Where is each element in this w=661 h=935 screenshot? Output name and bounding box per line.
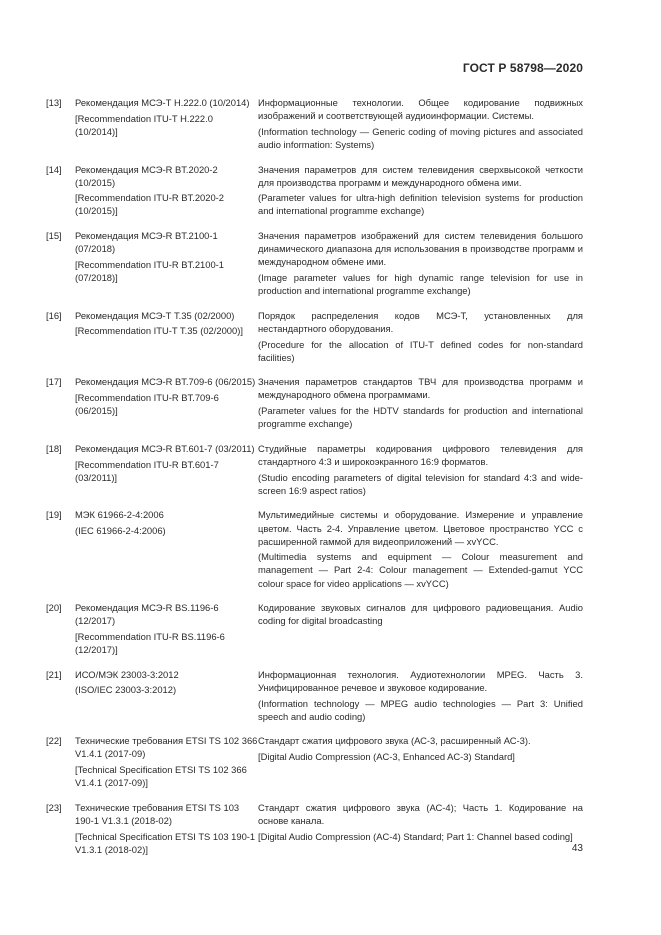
reference-number: [15] — [46, 230, 62, 242]
designation-line: [Recommendation ITU-R BT.601-7 (03/2011)] — [75, 458, 219, 483]
reference-designation — [75, 801, 258, 859]
designation-line: Рекомендация МСЭ-R BT.2100-1 (07/2018) — [75, 230, 218, 255]
reference-title — [258, 375, 583, 433]
reference-title — [258, 801, 583, 859]
title-paragraph: [Digital Audio Compression (AC-3, Enhanced AC-3) Standard] — [258, 751, 515, 763]
designation-line: Технические требования ETSI TS 103 190-1 V1.3.1 (2018-02) — [75, 801, 240, 826]
title-paragraph: Студийные параметры кодирования цифрового телевидения для стандартного 4:3 и широкоэкранного 16:9 форматов. — [258, 442, 583, 467]
designation-line: (ISO/IEC 23003-3:2012) — [75, 684, 177, 696]
title-paragraph: Информационные технологии. Общее кодирование подвижных изображений и соответствующей аудиоинформации. Системы. — [258, 97, 583, 122]
title-paragraph: Мультимедийные системы и оборудование. Измерение и управление цветом. Часть 2-4. Управление цветом. Цветовое пространство YCC с расширенной гаммой для видеоприложений — xvYCC. — [258, 509, 583, 547]
title-paragraph: Порядок распределения кодов МСЭ-Т, установленных для нестандартного оборудования. — [258, 309, 583, 334]
reference-title — [258, 508, 583, 592]
title-paragraph: Кодирование звуковых сигналов для цифрового радиовещания. Audio coding for digital broadcasting — [258, 602, 583, 627]
title-paragraph: (Information technology — Generic coding of moving pictures and associated audio information: Systems) — [258, 125, 583, 150]
designation-line: (IEC 61966-2-4:2006) — [75, 525, 166, 537]
reference-entry — [46, 801, 583, 859]
reference-title — [258, 229, 583, 300]
reference-entry — [46, 601, 583, 659]
title-paragraph: (Procedure for the allocation of ITU-T defined codes for non-standard facilities) — [258, 338, 583, 363]
designation-line: [Recommendation ITU-R BT.2100-1 (07/2018)] — [75, 258, 225, 283]
reference-entry — [46, 442, 583, 500]
reference-designation — [75, 163, 258, 221]
reference-number: [21] — [46, 668, 62, 680]
designation-line: Рекомендация МСЭ-Т H.222.0 (10/2014) — [75, 97, 250, 108]
reference-number: [20] — [46, 602, 62, 614]
designation-line: [Technical Specification ETSI TS 102 366 V1.4.1 (2017-09)] — [75, 764, 247, 789]
page-number: 43 — [571, 843, 583, 854]
title-paragraph: Значения параметров стандартов ТВЧ для производства программ и международного обмена программами. — [258, 376, 583, 401]
reference-number: [17] — [46, 376, 62, 388]
designation-line: [Technical Specification ETSI TS 103 190-1 V1.3.1 (2018-02)] — [75, 830, 256, 855]
designation-line: [Recommendation ITU-R BT.2020-2 (10/2015)] — [75, 192, 225, 217]
reference-designation — [75, 442, 258, 500]
designation-line: ИСО/МЭК 23003-3:2012 — [75, 668, 179, 680]
title-paragraph: (Parameter values for the HDTV standards for production and international programme exchange) — [258, 405, 583, 430]
reference-title — [258, 668, 583, 726]
title-paragraph: Значения параметров изображений для систем телевидения большого динамического диапазона для использования в производстве программ и международном обмене ими. — [258, 230, 583, 268]
designation-line: Рекомендация МСЭ-R BT.601-7 (03/2011) — [75, 442, 255, 454]
title-paragraph: (Parameter values for ultra-high definition television systems for production and international programme exchange) — [258, 192, 583, 217]
designation-line: Рекомендация МСЭ-R BS.1196-6 (12/2017) — [75, 602, 219, 627]
designation-line: Рекомендация МСЭ-R BT.709-6 (06/2015) — [75, 376, 256, 388]
title-paragraph: Информационная технология. Аудиотехнологии MPEG. Часть 3. Унифицированное речевое и звуковое кодирование. — [258, 668, 583, 693]
title-paragraph: (Multimedia systems and equipment — Colour measurement and management — Part 2-4: Colour management — Extended-gamut YCC colour space for video applications — xvYCC) — [258, 551, 583, 589]
designation-line: [Recommendation ITU-T H.222.0 (10/2014)] — [75, 112, 213, 137]
reference-number: [13] — [46, 97, 62, 108]
designation-line: [Recommendation ITU-R BT.709-6 (06/2015)] — [75, 392, 219, 417]
title-paragraph: Значения параметров для систем телевидения сверхвысокой четкости для производства программ и международного обмена ими. — [258, 163, 583, 188]
title-paragraph: [Digital Audio Compression (AC-4) Standard; Part 1: Channel based coding] — [258, 830, 573, 842]
reference-designation — [75, 508, 258, 592]
reference-list — [46, 96, 583, 858]
designation-line: Технические требования ETSI TS 102 366 V1.4.1 (2017-09) — [75, 735, 258, 760]
reference-title — [258, 309, 583, 367]
reference-designation — [75, 375, 258, 433]
reference-number: [18] — [46, 442, 62, 454]
reference-title — [258, 601, 583, 659]
title-paragraph: Стандарт сжатия цифрового звука (АС-4); Часть 1. Кодирование на основе канала. — [258, 801, 583, 826]
reference-number: [19] — [46, 509, 62, 521]
designation-line: [Recommendation ITU-T T.35 (02/2000)] — [75, 325, 243, 337]
reference-title — [258, 163, 583, 221]
designation-line: Рекомендация МСЭ-R BT.2020-2 (10/2015) — [75, 163, 218, 188]
reference-title — [258, 442, 583, 500]
reference-designation — [75, 229, 258, 300]
reference-title — [258, 734, 583, 792]
reference-entry — [46, 96, 583, 154]
designation-line: Рекомендация МСЭ-Т Т.35 (02/2000) — [75, 309, 235, 321]
title-paragraph: Стандарт сжатия цифрового звука (АС-3, расширенный АС-3). — [258, 735, 531, 747]
reference-designation — [75, 668, 258, 726]
designation-line: [Recommendation ITU-R BS.1196-6 (12/2017)] — [75, 631, 225, 656]
reference-number: [14] — [46, 163, 62, 175]
reference-designation — [75, 734, 258, 792]
designation-line: МЭК 61966-2-4:2006 — [75, 509, 164, 521]
reference-designation — [75, 309, 258, 367]
reference-entry — [46, 163, 583, 221]
reference-number: [22] — [46, 735, 62, 747]
reference-entry — [46, 375, 583, 433]
reference-designation — [75, 96, 258, 154]
reference-number: [16] — [46, 309, 62, 321]
reference-entry — [46, 309, 583, 367]
reference-title — [258, 96, 583, 154]
reference-entry — [46, 508, 583, 592]
title-paragraph: (Image parameter values for high dynamic range television for use in production and international programme exchange) — [258, 272, 583, 297]
reference-entry — [46, 229, 583, 300]
document-header: ГОСТ Р 58798—2020 — [462, 61, 583, 75]
reference-entry — [46, 734, 583, 792]
reference-designation — [75, 601, 258, 659]
title-paragraph: (Information technology — MPEG audio technologies — Part 3: Unified speech and audio coding) — [258, 697, 583, 722]
title-paragraph: (Studio encoding parameters of digital television for standard 4:3 and wide-screen 16:9 aspect ratios) — [258, 471, 583, 496]
reference-entry — [46, 668, 583, 726]
reference-number: [23] — [46, 801, 62, 813]
